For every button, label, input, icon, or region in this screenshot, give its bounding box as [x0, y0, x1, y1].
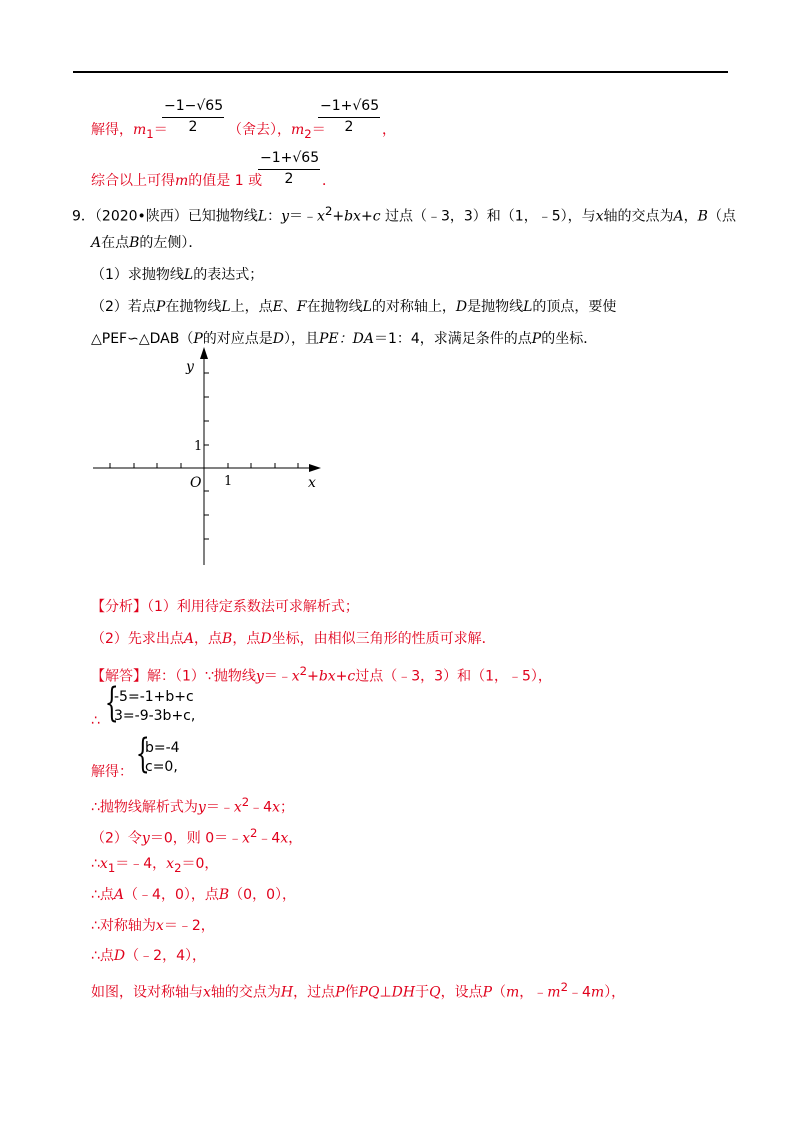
- text: ∴点: [91, 948, 114, 964]
- var: D: [113, 948, 126, 964]
- punct: ,: [190, 708, 196, 724]
- var: P: [335, 984, 345, 1001]
- fraction-denominator: 2: [344, 119, 354, 135]
- text: ＝﹣: [205, 799, 234, 816]
- solution-line-10: [91, 977, 625, 1003]
- var: DH: [391, 984, 416, 1001]
- var: PQ: [358, 984, 380, 1001]
- header-rule: [73, 71, 728, 73]
- brace-icon: {: [135, 731, 150, 777]
- text: 的表达式；: [193, 267, 264, 283]
- text: +: [360, 208, 373, 225]
- solution-line-1: [91, 661, 552, 687]
- y-tick-label: 1: [194, 439, 203, 454]
- x-axis-label: x: [308, 475, 316, 491]
- text: （﹣2，4），: [125, 948, 206, 964]
- text: 、: [282, 299, 297, 315]
- text: 在点: [101, 235, 130, 251]
- var: bx: [344, 208, 361, 225]
- var: m: [506, 984, 520, 1001]
- text: ∴: [91, 856, 100, 872]
- fraction-numerator: −1+√65: [318, 95, 380, 118]
- equation-system-2: [145, 739, 180, 777]
- fraction-numerator: −1+√65: [258, 147, 320, 170]
- solution-line-7: [91, 885, 296, 905]
- var-m: m: [175, 173, 189, 189]
- text: ），且: [283, 331, 319, 347]
- var: x: [99, 856, 108, 872]
- perp-symbol: ⊥: [379, 984, 392, 1001]
- m-solution-line-b: [228, 120, 326, 144]
- text: 的对称轴上，: [371, 299, 456, 315]
- text: ＝1：4，求满足条件的点: [373, 331, 532, 347]
- text: 作: [344, 984, 359, 1001]
- text: ﹣4: [257, 830, 281, 847]
- text: 是抛物线: [467, 299, 524, 315]
- solution-line-6: $\therefore x_1=﹣4$，$x_2=0$，: [91, 856, 219, 875]
- subscript: 1: [146, 126, 154, 141]
- solution-line-8: [91, 916, 215, 936]
- text: 的左侧）．: [139, 235, 203, 251]
- text: ＝0，则 0＝﹣: [149, 830, 243, 847]
- text: +: [332, 208, 345, 225]
- text: 解得，: [91, 122, 133, 138]
- text: +: [335, 668, 348, 685]
- var: x: [272, 799, 280, 816]
- text: ），: [604, 984, 626, 1001]
- var: m: [547, 984, 561, 1001]
- var: c: [372, 208, 381, 225]
- text: 于: [415, 984, 430, 1001]
- problem-number: 9．: [72, 208, 95, 225]
- problem-line-2: [91, 233, 202, 253]
- text: 综合以上可得: [91, 173, 175, 189]
- text: ：: [267, 208, 282, 225]
- equation-system-1: [114, 688, 195, 726]
- y-axis-arrow-icon: [200, 347, 208, 359]
- var: y: [281, 208, 290, 225]
- text: ．: [322, 173, 336, 189]
- system-row: -5=-1+b+c: [114, 689, 194, 705]
- conclusion-line: [91, 171, 262, 191]
- y-axis-label: y: [186, 359, 194, 375]
- text: ＝: [153, 122, 168, 138]
- text: +: [307, 668, 319, 685]
- analysis-line-2: [91, 629, 496, 649]
- var: B: [222, 631, 233, 647]
- text: （2）若点: [91, 299, 156, 315]
- var: A: [113, 887, 125, 903]
- text: 解得：: [91, 764, 133, 780]
- var: D: [272, 331, 284, 347]
- text: 的值是 1 或: [188, 173, 263, 189]
- analysis-line-1: [91, 597, 359, 617]
- var: c: [347, 668, 356, 685]
- var: y: [197, 799, 206, 816]
- var: x: [317, 208, 325, 225]
- text: ，过点: [293, 984, 336, 1001]
- var: A: [183, 631, 195, 647]
- question-2: [91, 297, 616, 317]
- var-m: m: [133, 122, 147, 138]
- text: ，﹣: [519, 984, 548, 1001]
- text: ＝0，: [181, 856, 219, 872]
- var: x: [203, 984, 211, 1001]
- var: D: [260, 631, 272, 647]
- var: A: [673, 208, 684, 225]
- question-1: [91, 265, 263, 285]
- fraction-numerator: −1−√65: [162, 95, 224, 118]
- text: （: [492, 984, 506, 1001]
- y-axis-ticks: [204, 373, 209, 539]
- text: ∴点: [91, 887, 114, 903]
- var: D: [455, 299, 468, 315]
- var: A: [91, 235, 102, 251]
- text: （1）利用待定系数法可求解析式；: [147, 599, 359, 615]
- text: ＝﹣: [289, 208, 318, 225]
- text: ＝: [311, 122, 326, 138]
- var: H: [280, 984, 294, 1001]
- solve-label: [91, 762, 133, 782]
- var: y: [255, 668, 264, 685]
- var: m: [590, 984, 605, 1001]
- problem-source: （2020•陕西）: [94, 208, 188, 225]
- system-row: c=0: [145, 759, 174, 775]
- fraction-denominator: 2: [188, 119, 198, 135]
- punct: ,: [173, 759, 178, 775]
- x-axis-arrow-icon: [309, 464, 321, 472]
- text: ，: [288, 830, 303, 847]
- solution-line-9: [91, 946, 206, 966]
- var: L: [362, 299, 372, 315]
- text: ﹣4: [249, 799, 273, 816]
- text: （点: [707, 208, 736, 225]
- var: P: [155, 299, 166, 315]
- text: ＝﹣2，: [163, 918, 215, 934]
- exponent: 2: [250, 826, 258, 840]
- therefore: [91, 711, 100, 731]
- var: x: [155, 918, 164, 934]
- var: x: [233, 799, 242, 816]
- text: 上，点: [230, 299, 273, 315]
- var: P: [193, 331, 203, 347]
- brace-icon: {: [104, 680, 119, 726]
- text: 的顶点，要使: [532, 299, 617, 315]
- text: （2）先求出点: [91, 631, 184, 647]
- text: △PEF∽△DAB（: [91, 331, 194, 347]
- origin-label: O: [190, 475, 202, 491]
- text: 在抛物线: [306, 299, 363, 315]
- exponent: 2: [241, 795, 250, 809]
- var: E: [272, 299, 283, 315]
- text: （舍去），: [228, 122, 291, 138]
- var: x: [291, 668, 300, 685]
- var: bx: [318, 668, 336, 685]
- var: x: [166, 856, 175, 872]
- var: L: [183, 267, 194, 283]
- text: 已知抛物线: [187, 208, 258, 225]
- var: L: [523, 299, 533, 315]
- text: ＝﹣4，: [115, 856, 167, 872]
- var: B: [697, 208, 708, 225]
- text: 的对应点是: [202, 331, 273, 347]
- exponent: 2: [324, 204, 333, 218]
- system-row: b=-4: [145, 740, 180, 756]
- solution-line-4: [91, 792, 294, 818]
- var: P: [482, 984, 492, 1001]
- var: PE：DA: [318, 331, 374, 347]
- text: ＝﹣: [263, 668, 292, 685]
- text: 的坐标．: [541, 331, 598, 347]
- punct: [322, 171, 336, 191]
- var: F: [296, 299, 307, 315]
- coordinate-axes: [90, 345, 330, 570]
- text: 轴的交点为: [210, 984, 281, 1001]
- var: L: [221, 299, 231, 315]
- exponent: 2: [299, 664, 308, 678]
- therefore-symbol: ∴: [91, 713, 100, 729]
- text: 过点（﹣3，3）和（1，﹣5），与: [380, 208, 596, 225]
- var: B: [129, 235, 140, 251]
- subscript: 2: [304, 126, 312, 141]
- var: x: [280, 830, 289, 847]
- text: ，点: [194, 631, 223, 647]
- var-m: m: [291, 122, 305, 138]
- x-tick-label: 1: [224, 474, 233, 489]
- var: L: [257, 208, 268, 225]
- fraction-denominator: 2: [284, 171, 294, 187]
- text: ，设点: [440, 984, 483, 1001]
- text: （﹣4，0），点: [124, 887, 219, 903]
- fraction-conclusion: [258, 147, 320, 188]
- problem-line-1: [72, 201, 736, 227]
- text: ∴对称轴为: [91, 918, 156, 934]
- var: y: [141, 830, 150, 847]
- text: （0，0），: [229, 887, 296, 903]
- text: ﹣4: [567, 984, 591, 1001]
- var: Q: [429, 984, 441, 1001]
- fraction-m2: [318, 95, 380, 136]
- text: 解：（1）∵抛物线: [147, 668, 256, 685]
- text: ；: [280, 799, 294, 816]
- solution-tag: 【解答】: [91, 668, 147, 685]
- analysis-tag: 【分析】: [91, 599, 147, 615]
- text: 如图，设对称轴与: [91, 984, 203, 1001]
- text: 在抛物线: [165, 299, 222, 315]
- text: ，点: [232, 631, 261, 647]
- fraction-m1: [162, 95, 224, 136]
- text: （1）求抛物线: [91, 267, 184, 283]
- var: B: [218, 887, 230, 903]
- text: 过点（﹣3，3）和（1，﹣5），: [355, 668, 552, 685]
- text: ，: [382, 122, 396, 138]
- m-solution-line: [91, 120, 168, 144]
- system-row: 3=-9-3b+c: [114, 708, 191, 724]
- text: 轴的交点为: [603, 208, 674, 225]
- text: ，: [683, 208, 698, 225]
- exponent: 2: [560, 980, 568, 994]
- var: P: [531, 331, 542, 347]
- text: 坐标，由相似三角形的性质可求解．: [271, 631, 496, 647]
- var: x: [595, 208, 604, 225]
- text: ∴抛物线解析式为: [91, 799, 198, 816]
- punct: [382, 120, 396, 140]
- text: （2）令: [91, 830, 142, 847]
- solution-line-5: [91, 823, 302, 849]
- var: x: [242, 830, 251, 847]
